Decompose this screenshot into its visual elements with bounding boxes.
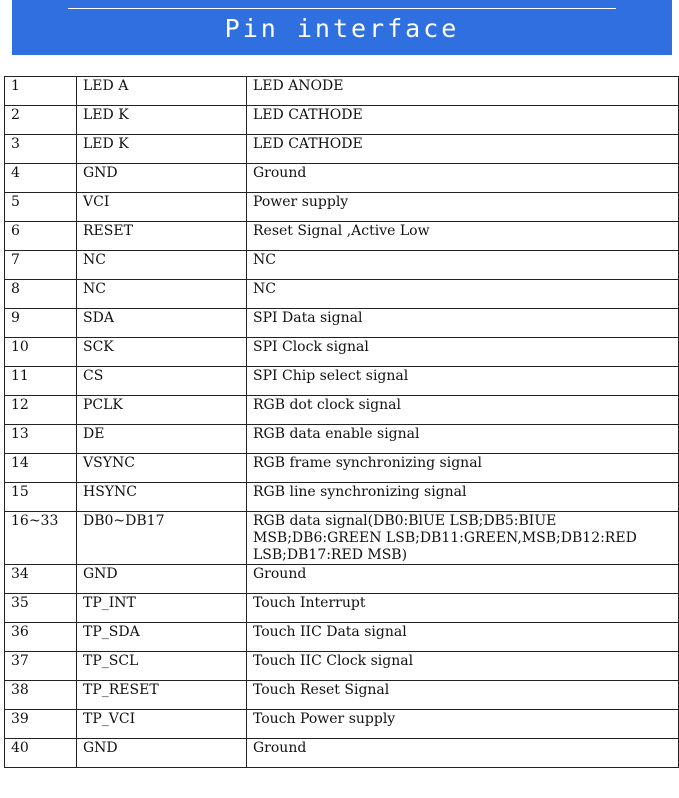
pin-number-cell: 16~33 <box>5 512 77 565</box>
pin-number-cell: 15 <box>5 483 77 512</box>
pin-name-cell: TP_SCL <box>77 652 247 681</box>
page-title: Pin interface <box>224 14 460 43</box>
pin-description-cell: NC <box>247 280 679 309</box>
pin-name-cell: DB0~DB17 <box>77 512 247 565</box>
pin-description-cell: RGB dot clock signal <box>247 396 679 425</box>
table-row <box>5 652 679 681</box>
pin-number-cell: 1 <box>5 77 77 106</box>
table-row <box>5 338 679 367</box>
pin-name-cell: DE <box>77 425 247 454</box>
pin-name-cell: SDA <box>77 309 247 338</box>
table-row <box>5 594 679 623</box>
table-row <box>5 367 679 396</box>
pin-number-cell: 37 <box>5 652 77 681</box>
pin-number-cell: 5 <box>5 193 77 222</box>
pin-description-cell: Power supply <box>247 193 679 222</box>
pin-number-cell: 36 <box>5 623 77 652</box>
table-row <box>5 164 679 193</box>
pin-number-cell: 14 <box>5 454 77 483</box>
pin-description-cell: SPI Chip select signal <box>247 367 679 396</box>
pin-name-cell: VCI <box>77 193 247 222</box>
table-row <box>5 251 679 280</box>
table-row <box>5 623 679 652</box>
pin-number-cell: 3 <box>5 135 77 164</box>
pin-name-cell: LED K <box>77 135 247 164</box>
pin-name-cell: CS <box>77 367 247 396</box>
table-row <box>5 222 679 251</box>
table-row <box>5 710 679 739</box>
pin-name-cell: TP_VCI <box>77 710 247 739</box>
pin-description-cell: Touch Reset Signal <box>247 681 679 710</box>
table-row <box>5 454 679 483</box>
table-row <box>5 396 679 425</box>
table-row <box>5 425 679 454</box>
title-banner <box>12 0 672 55</box>
pin-name-cell: TP_INT <box>77 594 247 623</box>
table-row <box>5 193 679 222</box>
pin-number-cell: 12 <box>5 396 77 425</box>
pin-name-cell: PCLK <box>77 396 247 425</box>
table-row <box>5 483 679 512</box>
pin-description-cell: Ground <box>247 739 679 768</box>
pin-description-cell: Touch IIC Data signal <box>247 623 679 652</box>
pin-name-cell: GND <box>77 565 247 594</box>
pin-name-cell: LED A <box>77 77 247 106</box>
pin-table-body <box>5 77 679 768</box>
pin-description-cell: NC <box>247 251 679 280</box>
pin-name-cell: RESET <box>77 222 247 251</box>
pin-number-cell: 9 <box>5 309 77 338</box>
pin-number-cell: 40 <box>5 739 77 768</box>
pin-description-cell: Touch Power supply <box>247 710 679 739</box>
pin-description-cell: SPI Clock signal <box>247 338 679 367</box>
pin-name-cell: NC <box>77 251 247 280</box>
pin-name-cell: TP_SDA <box>77 623 247 652</box>
table-row <box>5 77 679 106</box>
pin-name-cell: GND <box>77 164 247 193</box>
pin-description-cell: Ground <box>247 565 679 594</box>
table-row <box>5 135 679 164</box>
pin-number-cell: 6 <box>5 222 77 251</box>
pin-description-cell: RGB line synchronizing signal <box>247 483 679 512</box>
pin-name-cell: LED K <box>77 106 247 135</box>
pin-number-cell: 34 <box>5 565 77 594</box>
pin-number-cell: 38 <box>5 681 77 710</box>
pin-name-cell: HSYNC <box>77 483 247 512</box>
pin-description-cell: RGB data enable signal <box>247 425 679 454</box>
pin-description-cell: RGB data signal(DB0:BlUE LSB;DB5:BIUE MSB;DB6:GREEN LSB;DB11:GREEN,MSB;DB12:RED LSB;DB17:RED MSB) <box>247 512 679 565</box>
pin-name-cell: VSYNC <box>77 454 247 483</box>
pin-number-cell: 10 <box>5 338 77 367</box>
pin-number-cell: 8 <box>5 280 77 309</box>
table-row <box>5 106 679 135</box>
pin-table <box>4 76 679 768</box>
pin-number-cell: 35 <box>5 594 77 623</box>
pin-description-cell: Reset Signal ,Active Low <box>247 222 679 251</box>
pin-description-cell: LED CATHODE <box>247 106 679 135</box>
pin-number-cell: 13 <box>5 425 77 454</box>
table-row <box>5 309 679 338</box>
pin-number-cell: 11 <box>5 367 77 396</box>
pin-number-cell: 4 <box>5 164 77 193</box>
pin-name-cell: GND <box>77 739 247 768</box>
pin-number-cell: 39 <box>5 710 77 739</box>
table-row <box>5 739 679 768</box>
pin-description-cell: SPI Data signal <box>247 309 679 338</box>
pin-description-cell: RGB frame synchronizing signal <box>247 454 679 483</box>
pin-name-cell: NC <box>77 280 247 309</box>
table-row <box>5 565 679 594</box>
table-row <box>5 681 679 710</box>
pin-description-cell: LED ANODE <box>247 77 679 106</box>
pin-number-cell: 7 <box>5 251 77 280</box>
banner-rule <box>68 8 616 9</box>
pin-description-cell: Touch IIC Clock signal <box>247 652 679 681</box>
pin-description-cell: Ground <box>247 164 679 193</box>
table-row <box>5 280 679 309</box>
pin-description-cell: LED CATHODE <box>247 135 679 164</box>
pin-name-cell: TP_RESET <box>77 681 247 710</box>
pin-description-cell: Touch Interrupt <box>247 594 679 623</box>
pin-number-cell: 2 <box>5 106 77 135</box>
pin-name-cell: SCK <box>77 338 247 367</box>
table-row <box>5 512 679 565</box>
